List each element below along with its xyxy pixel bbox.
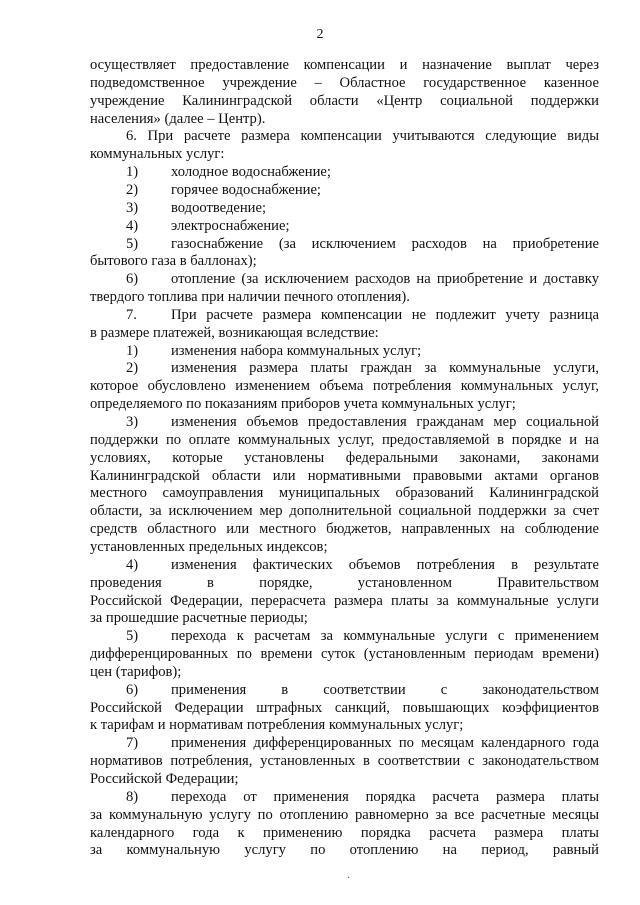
list-item-text: перехода от применения порядка расчета размера платы (171, 788, 599, 805)
text-line: 6. При расчете размера компенсации учитываются следующие виды (126, 128, 599, 145)
text-line: за коммунальную услугу по отоплению равномерно за все расчетные месяцы (90, 806, 599, 823)
list-item-text: изменения объемов предоставления гражданам мер социальной (171, 414, 599, 430)
text-line (90, 200, 599, 217)
page-number: 2 (316, 27, 324, 42)
text-line: проведения в порядке, установленном Правительством (90, 574, 599, 591)
text-line: цен (тарифов); (90, 663, 182, 680)
list-number: 2) (126, 181, 139, 198)
list-number: 5) (126, 235, 139, 252)
text-line (90, 236, 599, 253)
text-line: за прошедшие расчетные периоды; (90, 610, 308, 627)
text-line: определяемого по показаниям приборов учета коммунальных услуг; (90, 396, 516, 413)
text-line: подведомственное учреждение – Областное государственное казенное (90, 74, 599, 91)
text-line: Российской Федерации; (90, 771, 239, 787)
list-number: 3) (126, 414, 139, 430)
text-line: установленных предельных индексов; (90, 538, 328, 555)
text-line (90, 218, 599, 235)
list-item-text: изменения размера платы граждан за коммунальные услуги, (171, 360, 599, 377)
list-number: 6) (126, 681, 139, 698)
text-line: области, за исключением мер дополнительной социальной поддержки за счет (90, 503, 599, 520)
text-line (90, 182, 599, 199)
list-item-text: холодное водоснабжение; (171, 164, 331, 181)
text-line: Российской Федерации штрафных санкций, повышающих коэффициентов (90, 699, 599, 716)
text-line: средств областного или местного бюджетов, направленных на соблюдение (90, 521, 599, 538)
text-line (90, 735, 599, 752)
text-line (90, 628, 599, 645)
text-line (90, 789, 599, 806)
text-line: осуществляет предоставление компенсации и назначение выплат через (90, 57, 599, 73)
list-item-text: применения в соответствии с законодательством (171, 681, 599, 698)
text-line: условиях, которые установлены федеральными законами, законами (90, 449, 599, 466)
list-number: 3) (126, 199, 139, 216)
text-line: коммунальных услуг: (90, 146, 225, 163)
text-line (90, 682, 599, 699)
list-item-text: При расчете размера компенсации не подлежит учету разница (171, 306, 599, 323)
scan-speck: · (347, 873, 351, 884)
list-number: 1) (126, 342, 139, 359)
text-line: местного самоуправления муниципальных образований Калининградской (90, 485, 599, 502)
text-line: Калининградской области или нормативными правовыми актами органов (90, 467, 599, 484)
text-line: к тарифам и нормативам потребления коммунальных услуг; (90, 717, 464, 734)
list-number: 4) (126, 556, 139, 573)
text-line (90, 271, 599, 288)
list-number: 7) (126, 735, 139, 752)
list-number: 1) (126, 164, 139, 181)
list-number: 2) (126, 360, 139, 377)
text-line: Российской Федерации, перерасчета размера платы за коммунальные услуги (90, 592, 599, 609)
list-number: 7. (126, 306, 137, 323)
list-item-text: отопление (за исключением расходов на приобретение и доставку (171, 271, 599, 288)
text-line: бытового газа в баллонах); (90, 253, 257, 270)
text-line: учреждение Калининградской области «Центр социальной поддержки (90, 92, 599, 109)
list-item-text: изменения набора коммунальных услуг; (171, 342, 422, 359)
text-line (90, 360, 599, 377)
list-item-text: горячее водоснабжение; (171, 181, 321, 198)
list-item-text: применения дифференцированных по месяцам календарного года (171, 735, 599, 752)
list-number: 4) (126, 217, 139, 234)
text-line: населения» (далее – Центр). (90, 110, 266, 127)
text-line (90, 164, 599, 181)
text-line: твердого топлива при наличии печного отопления). (90, 289, 410, 306)
text-line: за коммунальную услугу по отоплению на период, равный (90, 842, 599, 859)
text-line (90, 557, 599, 574)
text-line (90, 343, 599, 360)
text-line (90, 414, 599, 431)
text-line: в размере платежей, возникающая вследствие: (90, 324, 379, 341)
text-line: поддержки по оплате коммунальных услуг, предоставляемой в порядке и на (90, 431, 599, 448)
list-item-text: перехода к расчетам за коммунальные услуги с применением (171, 628, 599, 645)
list-item-text: водоотведение; (171, 199, 267, 216)
list-item-text: изменения фактических объемов потребления в результате (171, 556, 599, 573)
text-line: календарного года к применению порядка расчета размера платы (90, 824, 599, 841)
list-number: 8) (126, 788, 139, 805)
list-item-text: электроснабжение; (171, 217, 290, 234)
list-number: 5) (126, 628, 139, 645)
list-number: 6) (126, 271, 139, 288)
text-line: нормативов потребления, установленных в соответствии с законодательством (90, 753, 599, 770)
text-line: которое обусловлено изменением объема потребления коммунальных услуг, (90, 378, 599, 395)
list-item-text: газоснабжение (за исключением расходов на приобретение (171, 235, 599, 252)
text-line: дифференцированных по времени суток (установленным периодам времени) (90, 646, 599, 663)
text-line (90, 307, 599, 324)
